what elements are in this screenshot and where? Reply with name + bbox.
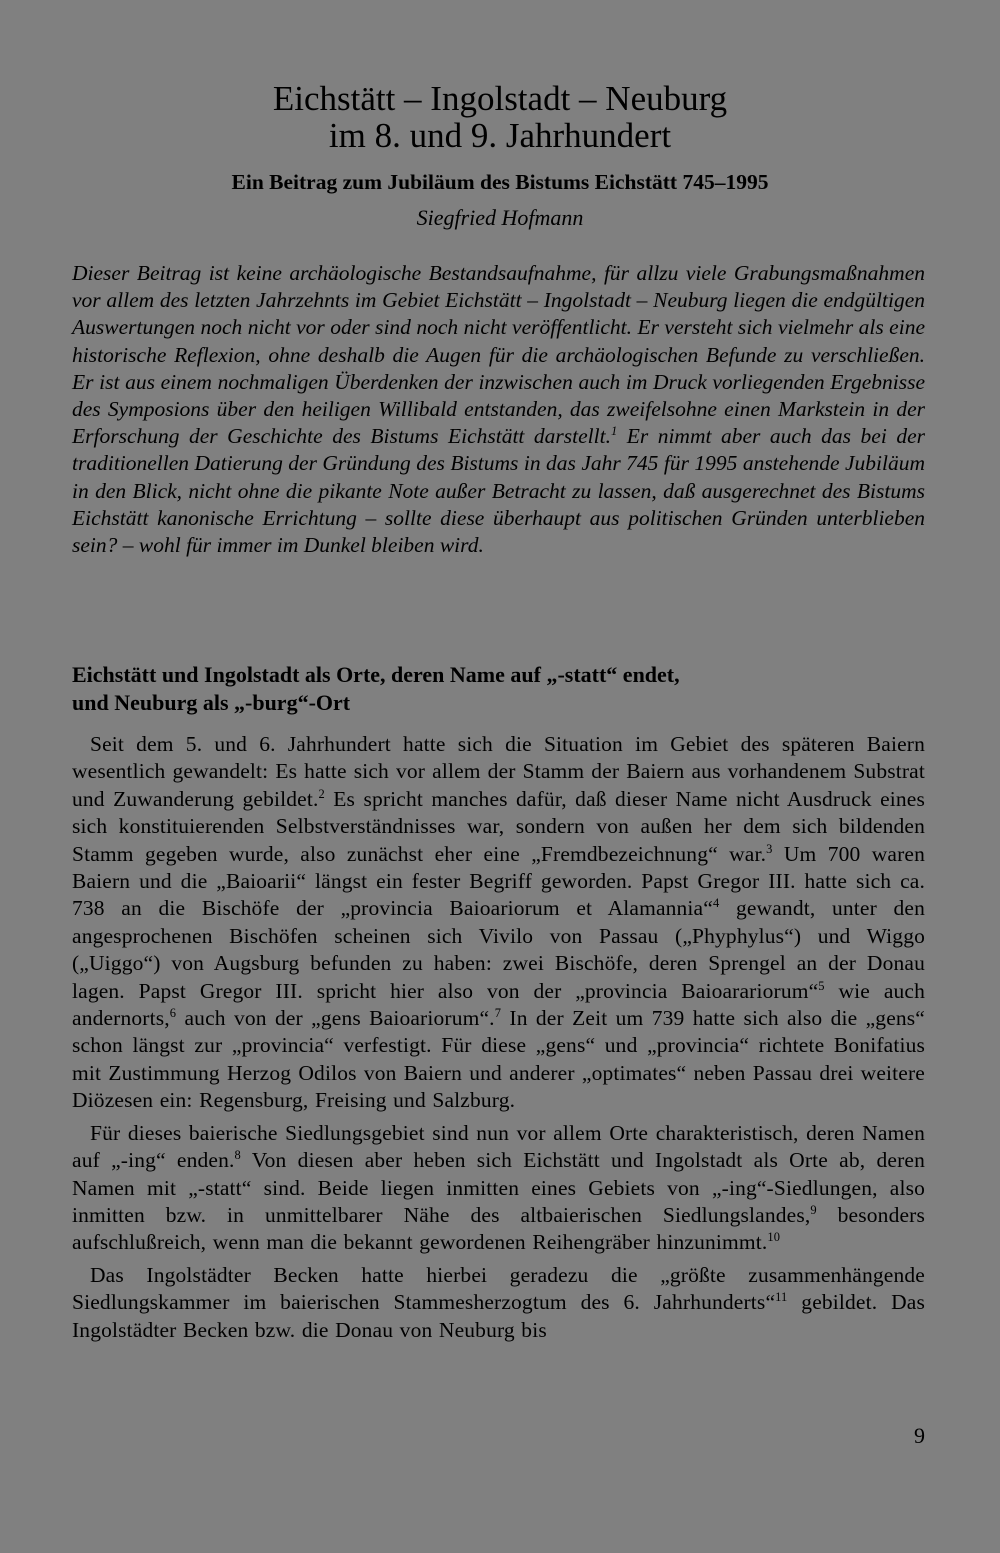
subtitle: Ein Beitrag zum Jubiläum des Bistums Eichstätt 745–1995	[231, 170, 769, 194]
title-line-2: im 8. und 9. Jahrhundert	[328, 116, 672, 155]
footnote-ref: 7	[494, 1005, 502, 1020]
abstract	[72, 260, 925, 559]
paragraph-text: Das Ingolstädter Becken hatte hierbei geradezu die „größte zusammenhängende Siedlungskammer im baierischen Stammesherzogtum des 6. Jahrhunderts“	[72, 1262, 925, 1315]
body-text	[72, 731, 925, 1349]
paragraph-text: wie auch andernorts,	[72, 978, 926, 1031]
paragraph-text: besonders aufschlußreich, wenn man die bekannt gewordenen Reihengräber hinzunimmt.	[72, 1202, 925, 1255]
paragraph-text: Es spricht manches dafür, daß dieser Name nicht Ausdruck eines sich konstituierenden Selbstverständnisses war, sondern von außen her dem sich bildenden Stamm gegeben wurde, also zunächst eher eine „Fremdbezeichnung“ war.	[72, 786, 925, 866]
abstract-text-2: Er nimmt aber auch das bei der traditionellen Datierung der Gründung des Bistums in das Jahr 745 für 1995 anstehende Jubiläum in den Blick, nicht ohne die pikante Note außer Betracht zu lassen, daß ausgerechnet des Bistums Eichstätt kanonische Errichtung – sollte diese überhaupt aus politischen Gründen unterblieben sein? – wohl für immer im Dunkel bleiben wird.	[72, 424, 925, 558]
paragraph-3	[72, 1262, 925, 1344]
footnote-ref: 2	[318, 786, 325, 801]
footnote-ref: 3	[766, 841, 773, 856]
abstract-text-1: Dieser Beitrag ist keine archäologische Bestandsaufnahme, für allzu viele Grabungsmaßnahmen vor allem des letzten Jahrzehnts im Gebiet Eichstätt – Ingolstadt – Neuburg liegen die endgültigen Auswertungen noch nicht vor oder sind noch nicht veröffentlicht. Er versteht sich vielmehr als eine historische Reflexion, ohne deshalb die Augen für die archäologischen Befunde zu verschließen. Er ist aus einem nochmaligen Überdenken der inzwischen auch im Druck vorliegenden Ergebnisse des Symposions über den heiligen Willibald entstanden, das zweifelsohne einen Markstein in der Erforschung der Geschichte des Bistums Eichstätt darstellt.	[72, 261, 925, 449]
paragraph-text: Von diesen aber heben sich Eichstätt und Ingolstadt als Orte ab, deren Namen mit „-statt“ sind. Beide liegen inmitten eines Gebiets von „-ing“-Siedlungen, also inmitten bzw. in unmittelbarer Nähe des altbaierischen Siedlungslandes,	[72, 1148, 925, 1227]
paragraph-text: auch von der „gens Baioariorum“.	[176, 1006, 495, 1031]
paragraph-text: Seit dem 5. und 6. Jahrhundert hatte sich die Situation im Gebiet des späteren Baiern wesentlich gewandelt: Es hatte sich vor allem der Stamm der Baiern aus vorhandenem Substrat und Zuwanderung gebildet.	[72, 732, 925, 811]
page-title	[0, 80, 1000, 154]
author-name: Siegfried Hofmann	[416, 205, 584, 230]
paragraph-2	[72, 1120, 925, 1257]
footnote-ref: 8	[234, 1147, 241, 1162]
section-heading-line-2: und Neuburg als „-burg“-Ort	[72, 690, 351, 715]
footnote-ref: 11	[775, 1289, 788, 1304]
paragraph-text: gebildet. Das Ingolstädter Becken bzw. die Donau von Neuburg bis	[72, 1290, 925, 1342]
paragraph-1	[72, 731, 925, 1115]
page-number: 9	[914, 1423, 925, 1448]
footnote-ref: 10	[767, 1230, 781, 1245]
paragraph-text: Um 700 waren Baiern und die „Baioarii“ längst ein fester Begriff geworden. Papst Gregor III. hatte sich ca. 738 an die Bischöfe der „provincia Baioariorum et Alamannia“	[72, 841, 925, 921]
section-heading	[72, 661, 925, 717]
footnote-ref: 6	[169, 1005, 177, 1020]
paragraph-text: In der Zeit um 739 hatte sich also die „gens“ schon längst zur „provincia“ verfestigt. Für diese „gens“ und „provincia“ richtete Bonifatius mit Zustimmung Herzog Odilos von Baiern und anderer „optimates“ neben Passau drei weitere Diözesen ein: Regensburg, Freising und Salzburg.	[72, 1006, 926, 1113]
title-line-1: Eichstätt – Ingolstadt – Neuburg	[272, 79, 728, 118]
section-heading-line-1: Eichstätt und Ingolstadt als Orte, deren Name auf „-statt“ endet,	[72, 662, 680, 687]
footnote-ref: 9	[810, 1202, 817, 1217]
footnote-ref: 1	[610, 424, 618, 439]
paragraph-text: gewandt, unter den angesprochenen Bischöfen scheinen sich Vivilo von Passau („Phyphylus“) und Wiggo („Uiggo“) von Augsburg befunden zu haben: zwei Bischöfe, deren Sprengel an der Donau lagen. Papst Gregor III. spricht hier also von der „provincia Baioarariorum“	[72, 896, 925, 1003]
footnote-ref: 4	[712, 896, 720, 911]
paragraph-text: Für dieses baierische Siedlungsgebiet sind nun vor allem Orte charakteristisch, deren Namen auf „-ing“ enden.	[72, 1120, 925, 1173]
footnote-ref: 5	[818, 978, 825, 993]
